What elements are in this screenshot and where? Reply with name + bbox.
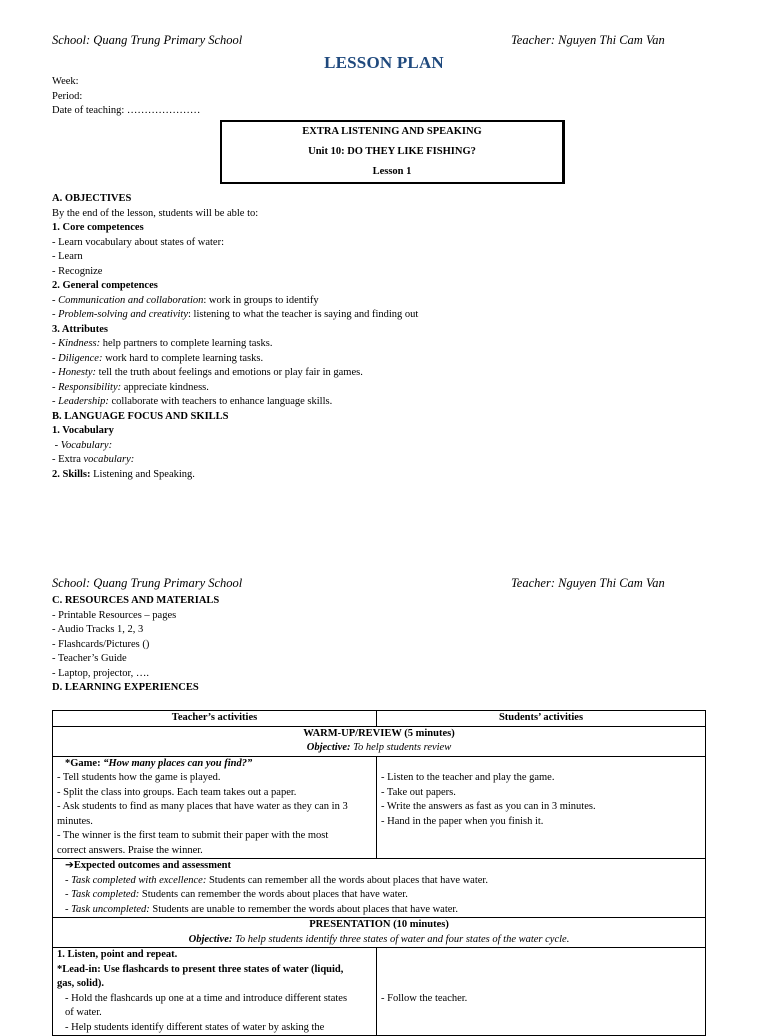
resource-item: - Laptop, projector, …. — [52, 667, 149, 679]
teacher-warmup-line: - Split the class into groups. Each team takes out a paper. — [57, 786, 297, 798]
extra-term: vocabulary: — [83, 454, 135, 465]
skills-text: Listening and Speaking. — [90, 468, 195, 480]
general-item: - Communication and collaboration: work in groups to identify — [52, 294, 319, 306]
leadin-line-1: *Lead-in: Use flashcards to present three states of water (liquid, — [57, 963, 344, 975]
leadin-line-2: gas, solid). — [57, 978, 104, 989]
objectives-section — [52, 192, 418, 482]
presentation-objective-label: Objective: — [188, 933, 233, 945]
period-label: Period: — [52, 90, 83, 102]
teacher-header-2: Teacher: Nguyen Thi Cam Van — [511, 576, 665, 590]
outcome-text: Students can remember the words about places that have water. — [139, 889, 408, 900]
vocab-heading: 1. Vocabulary — [52, 425, 114, 436]
presentation-row — [53, 918, 706, 948]
core-item: - Learn — [52, 251, 83, 262]
core-item: - Recognize — [52, 265, 103, 277]
experiences-heading: D. LEARNING EXPERIENCES — [52, 682, 199, 693]
outcome-text: Students are unable to remember the words about places that have water. — [149, 903, 458, 915]
general-text: : work in groups to identify — [203, 294, 319, 306]
attribute-item: - Diligence: work hard to complete learning tasks. — [52, 352, 264, 364]
students-warmup-line: - Hand in the paper when you finish it. — [381, 815, 544, 827]
core-item: - Learn vocabulary about states of water: — [52, 236, 225, 248]
teacher-warmup-line: minutes. — [57, 815, 93, 827]
attributes-heading: 3. Attributes — [52, 323, 108, 335]
box-line-3: Lesson 1 — [372, 166, 412, 177]
resource-item: - Flashcards/Pictures () — [52, 638, 150, 650]
date-label: Date of teaching: ………………… — [52, 105, 201, 116]
attribute-item: - Honesty: tell the truth about feelings and emotions or play fair in games. — [52, 367, 363, 378]
attribute-text: work hard to complete learning tasks. — [102, 352, 264, 364]
game-name: “How many places can you find?” — [103, 757, 253, 769]
outcome-item: - Task completed with excellence: Students can remember all the words about places that have water. — [65, 874, 488, 886]
resource-item: - Teacher’s Guide — [52, 653, 127, 664]
skills-label: 2. Skills: — [52, 468, 91, 480]
resource-item: - Audio Tracks 1, 2, 3 — [52, 624, 144, 635]
outcome-text: Students can remember all the words about places that have water. — [206, 874, 488, 886]
activities-table — [52, 710, 706, 1036]
attribute-term: Leadership: — [58, 396, 109, 407]
teacher-warmup-line: - Tell students how the game is played. — [57, 772, 221, 783]
attribute-text: help partners to complete learning tasks. — [100, 338, 273, 349]
general-text: : listening to what the teacher is saying and finding out — [187, 309, 419, 320]
attribute-term: Honesty: — [58, 367, 97, 378]
attribute-item: - Responsibility: appreciate kindness. — [52, 381, 209, 393]
students-warmup-cell — [377, 756, 706, 859]
resources-heading: C. RESOURCES AND MATERIALS — [52, 595, 220, 606]
outcome-item: - Task uncompleted: Students are unable to remember the words about places that have water. — [65, 903, 458, 915]
teacher-warmup-cell — [53, 756, 377, 859]
listen-heading: 1. Listen, point and repeat. — [57, 949, 178, 960]
objectives-heading: A. OBJECTIVES — [52, 193, 132, 204]
outcomes-heading: Expected outcomes and assessment — [73, 860, 232, 871]
vocab-term: Vocabulary: — [60, 439, 113, 451]
attribute-item: - Leadership: collaborate with teachers to enhance language skills. — [52, 396, 333, 407]
col-students-header: Students’ activities — [377, 711, 706, 727]
presentation-objective-text: To help students identify three states of water and four states of the water cycle. — [232, 933, 570, 945]
col-teacher-header: Teacher’s activities — [53, 711, 377, 727]
students-presentation-cell — [377, 948, 706, 1036]
attribute-text: collaborate with teachers to enhance language skills. — [108, 396, 333, 407]
page-title: LESSON PLAN — [324, 53, 444, 72]
warmup-title: WARM-UP/REVIEW (5 minutes) — [303, 727, 455, 739]
week-label: Week: — [52, 76, 79, 87]
school-header-2: School: Quang Trung Primary School — [52, 576, 243, 590]
outcome-item: - Task completed: Students can remember the words about places that have water. — [65, 889, 408, 900]
teacher-pres-line: - Help students identify different states of water by asking the — [65, 1021, 325, 1033]
teacher-pres-line: - Hold the flashcards up one at a time and introduce different states — [65, 992, 348, 1004]
teacher-warmup-line: correct answers. Praise the winner. — [57, 844, 203, 856]
warmup-objective-label: Objective: — [306, 742, 351, 753]
arrow-icon: ➔ — [65, 860, 74, 871]
general-term: Problem-solving and creativity — [58, 309, 188, 320]
game-label: *Game: — [65, 757, 104, 769]
meta-block — [52, 75, 200, 119]
students-warmup-line: - Take out papers. — [381, 786, 456, 798]
outcome-term: Task completed: — [71, 889, 140, 900]
teacher-presentation-cell — [53, 948, 377, 1036]
teacher-warmup-line: - The winner is the first team to submit their paper with the most — [57, 830, 329, 841]
outcome-term: Task uncompleted: — [71, 903, 150, 915]
attribute-text: tell the truth about feelings and emotions or play fair in games. — [96, 367, 363, 378]
attribute-item: - Kindness: help partners to complete learning tasks. — [52, 338, 273, 349]
outcome-term: Task completed with excellence: — [71, 874, 207, 886]
language-heading: B. LANGUAGE FOCUS AND SKILLS — [52, 410, 229, 422]
teacher-pres-line: of water. — [65, 1007, 102, 1018]
lesson-title-box — [220, 120, 565, 184]
school-header: School: Quang Trung Primary School — [52, 33, 243, 47]
vocab-line: - Vocabulary: — [52, 439, 113, 451]
attribute-term: Diligence: — [58, 352, 103, 364]
extra-prefix: - Extra — [52, 454, 84, 465]
students-pres-line: - Follow the teacher. — [381, 992, 468, 1004]
core-heading: 1. Core competences — [52, 222, 144, 233]
general-heading: 2. General competences — [52, 280, 158, 291]
box-line-1: EXTRA LISTENING AND SPEAKING — [302, 126, 482, 137]
skills-line — [52, 468, 418, 483]
attribute-text: appreciate kindness. — [121, 381, 209, 393]
general-term: Communication and collaboration — [58, 294, 204, 306]
teacher-warmup-line: - Ask students to find as many places that have water as they can in 3 — [57, 801, 348, 812]
resource-item: - Printable Resources – pages — [52, 609, 177, 621]
objectives-intro: By the end of the lesson, students will be able to: — [52, 207, 259, 219]
warmup-row — [53, 726, 706, 756]
extra-vocab-line — [52, 453, 418, 468]
attribute-term: Kindness: — [58, 338, 101, 349]
teacher-header: Teacher: Nguyen Thi Cam Van — [511, 33, 665, 47]
presentation-title: PRESENTATION (10 minutes) — [309, 919, 449, 930]
attribute-term: Responsibility: — [58, 381, 122, 393]
students-warmup-line: - Write the answers as fast as you can in 3 minutes. — [381, 801, 596, 812]
general-item: - Problem-solving and creativity: listening to what the teacher is saying and finding out — [52, 309, 419, 320]
box-line-2: Unit 10: DO THEY LIKE FISHING? — [308, 146, 476, 157]
students-warmup-line: - Listen to the teacher and play the game. — [381, 772, 555, 783]
warmup-objective-text: To help students review — [350, 742, 452, 753]
outcomes-cell — [53, 859, 706, 918]
resources-section — [52, 594, 219, 696]
